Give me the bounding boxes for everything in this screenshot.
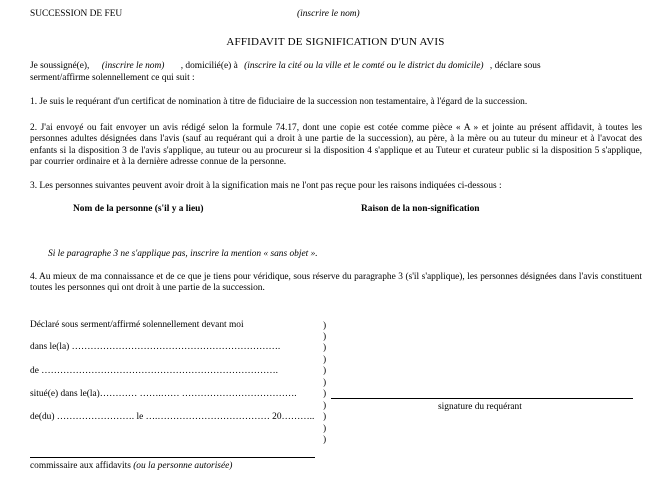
document-title: AFFIDAVIT DE SIGNIFICATION D'UN AVIS [226,36,445,48]
intro-declares-label: , déclare sous [489,61,541,71]
jurat-bracket-3: ) [323,343,327,353]
signature-label: signature du requérant [438,402,522,412]
column-header-person-name: Nom de la personne (s'il y a lieu) [73,204,204,214]
paragraph-1: 1. Je suis le requérant d'un certificat de nomination à titre de fiduciaire de la succession non testamentaire, à l'égard de la succession. [30,97,528,107]
jurat-bracket-5: ) [323,366,327,376]
paragraph-4: 4. Au mieux de ma connaissance et de ce que je tiens pour véridique, sous réserve du paragraphe 3 (s'il s'applique), les personnes désignées dans l'avis constituent toutes les personnes qui ont droit à une partie de la succession. [30,272,642,294]
estate-header-label: SUCCESSION DE FEU [30,9,123,19]
commissioner-authorized-note: (ou la personne autorisée) [133,461,233,471]
intro-name-instruction: (inscrire le nom) [101,61,165,71]
column-header-reason: Raison de la non-signification [361,204,480,214]
intro-line-1 [30,61,541,72]
jurat-bracket-7: ) [323,389,327,399]
jurat-bracket-4: ) [323,355,327,365]
jurat-date-field: de(du) ……………………. le ….……………………………… 20……….. [30,412,315,422]
intro-deponent-label: Je soussigné(e), [30,61,90,71]
jurat-bracket-10: ) [323,424,327,434]
intro-line-2: serment/affirme solennellement ce qui suit : [30,73,195,83]
paragraph-3-note: Si le paragraphe 3 ne s'applique pas, inscrire la mention « sans objet ». [48,249,318,259]
paragraph-2: 2. J'ai envoyé ou fait envoyer un avis rédigé selon la formule 74.17, dont une copie est cotée comme pièce « A » et jointe au présent affidavit, à toutes les personnes adultes désignées dans l'avis (sauf au requérant qui a droit à une partie de la succession), au père, à la mère ou au tuteur du mineur et à l'avocat des enfants si la disposition 3 de l'avis s'applique, au tuteur ou au procureur si la disposition 4 s'applique et au Tuteur et curateur public si la disposition 5 s'applique, par courrier ordinaire et à la dernière adresse connue de la personne. [30,123,642,168]
jurat-located-in-field: situé(e) dans le(la)………… …….…… ………………………………. [30,389,297,399]
jurat-of-field: de …………………………………………………………………. [30,366,278,376]
jurat-bracket-6: ) [323,378,327,388]
commissioner-title: commissaire aux affidavits [30,461,131,471]
paragraph-3: 3. Les personnes suivantes peuvent avoir droit à la signification mais ne l'ont pas reçue pour les raisons indiquées ci-dessous : [30,181,502,191]
jurat-in-the-field: dans le(la) …………………………………………………………. [30,342,281,352]
jurat-bracket-9: ) [323,412,327,422]
signature-line[interactable] [331,398,633,399]
estate-name-instruction: (inscrire le nom) [297,9,360,19]
intro-domicile-label: , domicilié(e) à [180,61,238,71]
intro-domicile-instruction: (inscrire la cité ou la ville et le comté ou le district du domicile) [244,61,484,71]
jurat-declared-before-me: Déclaré sous serment/affirmé solennellement devant moi [30,320,244,330]
commissioner-label [30,461,232,472]
commissioner-signature-line[interactable] [30,457,315,458]
jurat-bracket-11: ) [323,435,327,445]
jurat-bracket-8: ) [323,401,327,411]
jurat-bracket-1: ) [323,321,327,331]
jurat-bracket-2: ) [323,332,327,342]
